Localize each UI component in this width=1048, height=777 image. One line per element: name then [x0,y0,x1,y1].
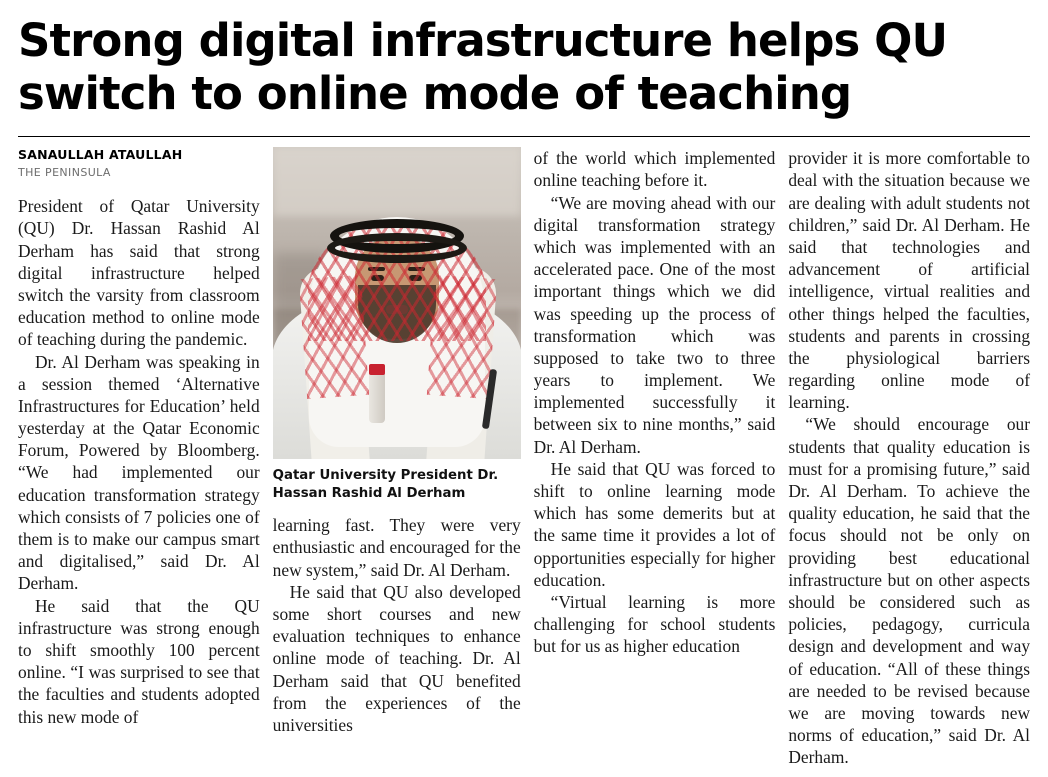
paragraph: “We should encourage our students that quality education is must for a promising future,” said Dr. Al Derham. To achieve the quality education, he said that the focus should not be only on providing best educational infrastructure but on other aspects should be considered such as policies, pedagogy, curricula design and development and way of education. “All of these things are needed to be revised because we are moving towards new norms of education,” said Dr. Al Derham. [788,414,1031,768]
photo-figure [273,147,521,502]
paragraph: He said that QU also developed some short courses and new evaluation techniques to enhance online mode of teaching. Dr. Al Derham said that QU benefited from the experiences of the universities [272,581,521,735]
article-column-4 [788,147,1030,768]
article-column-3 [534,147,776,768]
paragraph: He said that the QU infrastructure was strong enough to shift smoothly 100 percent online. “I was surprised to see that the faculties and students adopted this new mode of [18,595,260,727]
article-column-2 [273,147,521,768]
agal-cord-inner [327,233,467,263]
photo-of-qu-president [273,147,521,459]
headscarf-pattern-right [427,275,497,399]
article-columns [14,147,1034,768]
paragraph: learning fast. They were very enthusiastic and encouraged for the new system,” said Dr. Al Derham. [272,515,521,580]
paragraph: provider it is more comfortable to deal with the situation because we are dealing with adult students not children,” said Dr. Al Derham. He said that technologies and advancement of artificial intelligence, virtual realities and other things helped the faculties, students and parents in crossing the physiological barriers regarding online mode of learning. [788,148,1031,413]
paragraph: President of Qatar University (QU) Dr. Hassan Rashid Al Derham has said that strong digital infrastructure helped switch the varsity from classroom education method to online mode of teaching during the pandemic. [18,196,260,350]
headline-divider [18,136,1030,137]
water-bottle-cap [369,364,385,375]
byline-author: SANAULLAH ATAULLAH [18,147,183,163]
water-bottle [369,369,385,423]
paragraph: “Virtual learning is more challenging for school students but for us as higher education [533,591,776,657]
newspaper-article-page [0,14,1048,777]
page-title: Strong digital infrastructure helps QU switch to online mode of teaching [18,14,948,121]
photo-caption: Qatar University President Dr. Hassan Rashid Al Derham [272,468,499,501]
paragraph: Dr. Al Derham was speaking in a session themed ‘Alternative Infrastructures for Education’ held yesterday at the Qatar Economic Forum, Powered by Bloomberg. “We had implemented our education transformation strategy which consists of 7 policies one of them is to make our campus smart and digitalised,” said Dr. Al Derham. [18,351,260,594]
byline-publication: THE PENINSULA [18,166,111,180]
paragraph: “We are moving ahead with our digital transformation strategy which was implemented with an accelerated pace. One of the most important things which we did was speeding up the process of transformation which was supposed to take two to three years to implement. We implemented successfully it between six to nine months,” said Dr. Al Derham. [533,192,776,457]
article-column-1 [18,147,260,768]
paragraph: of the world which implemented online teaching before it. [533,148,776,191]
photo-background-upper-band [273,147,521,216]
headscarf-pattern-left [299,275,369,399]
paragraph: He said that QU was forced to shift to online learning mode which has some demerits but at the same time it provides a lot of opportunities especially for higher education. [533,458,776,590]
